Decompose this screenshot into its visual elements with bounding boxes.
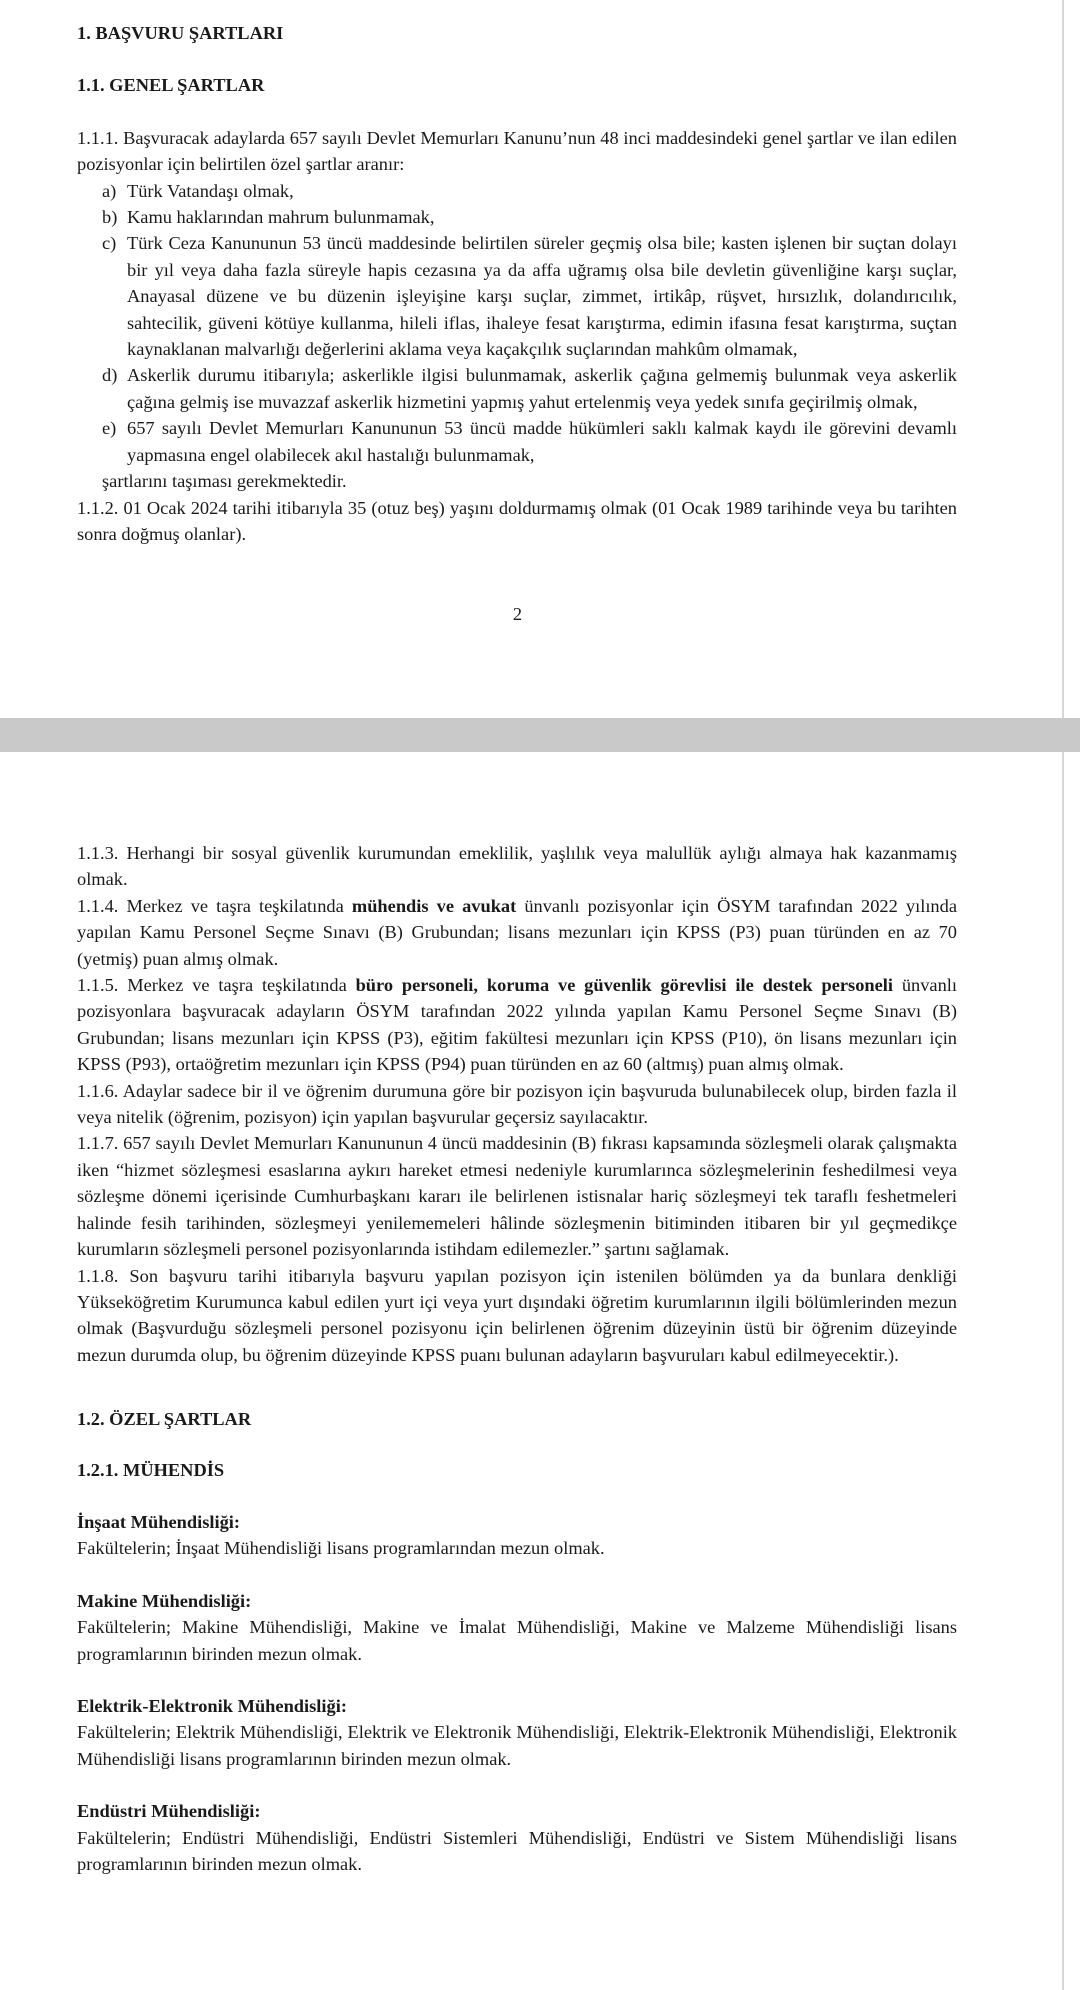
list-item xyxy=(77,415,957,468)
list-item-text: Askerlik durumu itibarıyla; askerlikle ilgisi bulunmamak, askerlik çağına gelmemiş bulunmak veya askerlik çağına gelmiş ise muvazzaf askerlik hizmetini yapmış yahut ertelenmiş veya yedek sınıfa geçirilmiş olmak, xyxy=(127,365,957,412)
section-heading-ozel-sartlar: 1.2. ÖZEL ŞARTLAR xyxy=(77,1409,252,1430)
list-item-label: a) xyxy=(102,180,117,201)
list-item xyxy=(77,230,957,362)
paragraph-number: 1.1.1. xyxy=(77,127,119,148)
paragraph-text: 657 sayılı Devlet Memurları Kanununun 4 üncü maddesinin (B) fıkrası kapsamında sözleşmeli olarak çalışmakta iken “hizmet sözleşmesi esaslarına aykırı hareket etmesi nedeniyle kurumlarınca sözleşmelerinin feshedilmesi veya sözleşme dönemi içerisinde Cumhurbaşkanı kararı ile belirlenen istisnalar hariç sözleşmeyi tek taraflı feshetmeleri halinde fesih tarihinden, sözleşmeyi yenilememeleri hâlinde sözleşmenin bitiminden itibaren bir yıl geçmedikçe kurumların sözleşmeli personel pozisyonlarında istihdam edilemezler.” şartını sağlamak. xyxy=(77,1133,957,1260)
paragraph-text: Merkez ve taşra teşkilatında xyxy=(118,975,356,996)
paragraph-number: 1.1.6. xyxy=(77,1080,119,1101)
requirement-title: İnşaat Mühendisliği: xyxy=(77,1511,241,1532)
page-2-content xyxy=(77,840,957,1877)
section-heading-genel-sartlar: 1.1. GENEL ŞARTLAR xyxy=(77,75,265,96)
paragraph-number: 1.1.7. xyxy=(77,1133,119,1154)
requirement-title: Endüstri Mühendisliği: xyxy=(77,1801,261,1822)
paragraph-bold-text: mühendis ve avukat xyxy=(351,895,517,916)
section-heading-muhendis: 1.2.1. MÜHENDİS xyxy=(77,1459,225,1480)
list-item-text: 657 sayılı Devlet Memurları Kanununun 53 üncü madde hükümleri saklı kalmak kaydı ile görevini devamlı yapmasına engel olabilecek akıl hastalığı bulunmamak, xyxy=(127,418,957,465)
page-1-content xyxy=(77,20,957,547)
requirement-section xyxy=(77,1509,957,1562)
paragraph-text: Herhangi bir sosyal güvenlik kurumundan emeklilik, yaşlılık veya malullük aylığı almaya hak kazanmamış olmak. xyxy=(77,843,957,890)
page-number: 2 xyxy=(512,604,523,624)
list-item xyxy=(77,362,957,415)
paragraph-1-1-4 xyxy=(77,893,957,972)
requirement-section xyxy=(77,1588,957,1667)
paragraph-bold-text: büro personeli, koruma ve güvenlik görevlisi ile destek personeli xyxy=(355,975,893,996)
paragraph-text: Son başvuru tarihi itibarıyla başvuru yapılan pozisyon için istenilen bölümden ya da bunlara denkliği Yükseköğretim Kurumunca kabul edilen yurt içi veya yurt dışındaki öğretim kurumlarının ilgili bölümlerinden mezun olmak (Başvurduğu sözleşmeli personel pozisyonu için belirlenen öğrenim düzeyinin üstü bir öğrenim düzeyinde mezun durumda olup, bu öğrenim düzeyinde KPSS puanı bulunan adayların başvuruları kabul edilmeyecektir.). xyxy=(77,1265,957,1365)
requirement-title: Makine Mühendisliği: xyxy=(77,1590,252,1611)
paragraph-1-1-1 xyxy=(77,125,957,178)
list-item-label: d) xyxy=(102,365,118,386)
document-page-1 xyxy=(0,0,1064,718)
paragraph-1-1-8 xyxy=(77,1263,957,1369)
requirement-section xyxy=(77,1693,957,1772)
list-item-label: e) xyxy=(102,418,117,439)
section-heading-basvuru-sartlari: 1. BAŞVURU ŞARTLARI xyxy=(77,23,284,43)
paragraph-number: 1.1.8. xyxy=(77,1265,119,1286)
document-page-2 xyxy=(0,752,1064,1990)
list-item xyxy=(77,204,957,230)
paragraph-text: Başvuracak adaylarda 657 sayılı Devlet Memurları Kanunu’nun 48 inci maddesindeki genel şartlar ve ilan edilen pozisyonlar için belirtilen özel şartlar aranır: xyxy=(77,127,957,175)
paragraph-text: 01 Ocak 2024 tarihi itibarıyla 35 (otuz beş) yaşını doldurmamış olmak (01 Ocak 1989 tarihinde veya bu tarihten sonra doğmuş olanlar). xyxy=(77,497,957,544)
paragraph-text: ünvanlı pozisyonlara başvuracak adayların ÖSYM tarafından 2022 yılında yapılan Kamu Personel Seçme Sınavı (B) Grubundan; lisans mezunları için KPSS (P3), eğitim fakültesi mezunları için KPSS (P10), ön lisans mezunları için KPSS (P93), ortaöğretim mezunları için KPSS (P94) puan türünden en az 60 (altmış) puan almış olmak. xyxy=(77,975,957,1075)
requirement-text: Fakültelerin; Elektrik Mühendisliği, Elektrik ve Elektronik Mühendisliği, Elektrik-Elektronik Mühendisliği, Elektronik Mühendisliği lisans programlarının birinden mezun olmak. xyxy=(77,1722,957,1769)
list-item-text: Türk Vatandaşı olmak, xyxy=(127,180,294,201)
requirement-text: Fakültelerin; İnşaat Mühendisliği lisans programlarından mezun olmak. xyxy=(77,1538,605,1559)
paragraph-1-1-3 xyxy=(77,840,957,893)
list-item-text: Türk Ceza Kanununun 53 üncü maddesinde belirtilen süreler geçmiş olsa bile; kasten işlenen bir suçtan dolayı bir yıl veya daha fazla süreyle hapis cezasına ya da affa uğramış olsa bile devletin güvenliğine karşı suçlar, Anayasal düzene ve bu düzenin işleyişine karşı suçlar, zimmet, irtikâp, rüşvet, hırsızlık, dolandırıcılık, sahtecilik, güveni kötüye kullanma, hileli iflas, ihaleye fesat karıştırma, edimin ifasına fesat karıştırma, suçtan kaynaklanan malvarlığı değerlerini aklama veya kaçakçılık suçlarından mahkûm olmamak, xyxy=(127,233,957,360)
paragraph-number: 1.1.4. xyxy=(77,895,119,916)
requirement-text: Fakültelerin; Makine Mühendisliği, Makine ve İmalat Mühendisliği, Makine ve Malzeme Mühendisliği lisans programlarının birinden mezun olmak. xyxy=(77,1617,957,1664)
requirement-text: Fakültelerin; Endüstri Mühendisliği, Endüstri Sistemleri Mühendisliği, Endüstri ve Sistem Mühendisliği lisans programlarının birinden mezun olmak. xyxy=(77,1827,957,1874)
requirement-section xyxy=(77,1798,957,1877)
list-item-label: b) xyxy=(102,207,118,228)
list-item xyxy=(77,178,957,204)
paragraph-number: 1.1.2. xyxy=(77,497,119,518)
list-item-text: Kamu haklarından mahrum bulunmamak, xyxy=(127,207,435,228)
requirement-title: Elektrik-Elektronik Mühendisliği: xyxy=(77,1695,347,1716)
paragraph-number: 1.1.5. xyxy=(77,975,119,996)
paragraph-number: 1.1.3. xyxy=(77,843,119,863)
list-tail-text: şartlarını taşıması gerekmektedir. xyxy=(102,471,347,492)
paragraph-1-1-6 xyxy=(77,1078,957,1131)
paragraph-1-1-7 xyxy=(77,1130,957,1262)
page-separator xyxy=(0,718,1080,752)
paragraph-text: Adaylar sadece bir il ve öğrenim durumuna göre bir pozisyon için başvuruda bulunabilecek olup, birden fazla il veya nitelik (öğrenim, pozisyon) için yapılan başvurular geçersiz sayılacaktır. xyxy=(77,1080,957,1128)
paragraph-1-1-5 xyxy=(77,972,957,1078)
paragraph-text: ünvanlı pozisyonlar için ÖSYM tarafından 2022 yılında yapılan Kamu Personel Seçme Sınavı (B) Grubundan; lisans mezunları için KPSS (P3) puan türünden en az 70 (yetmiş) puan almış olmak. xyxy=(77,895,957,969)
list-item-label: c) xyxy=(102,233,117,254)
paragraph-1-1-2 xyxy=(77,495,957,548)
paragraph-text: Merkez ve taşra teşkilatında xyxy=(118,895,352,916)
